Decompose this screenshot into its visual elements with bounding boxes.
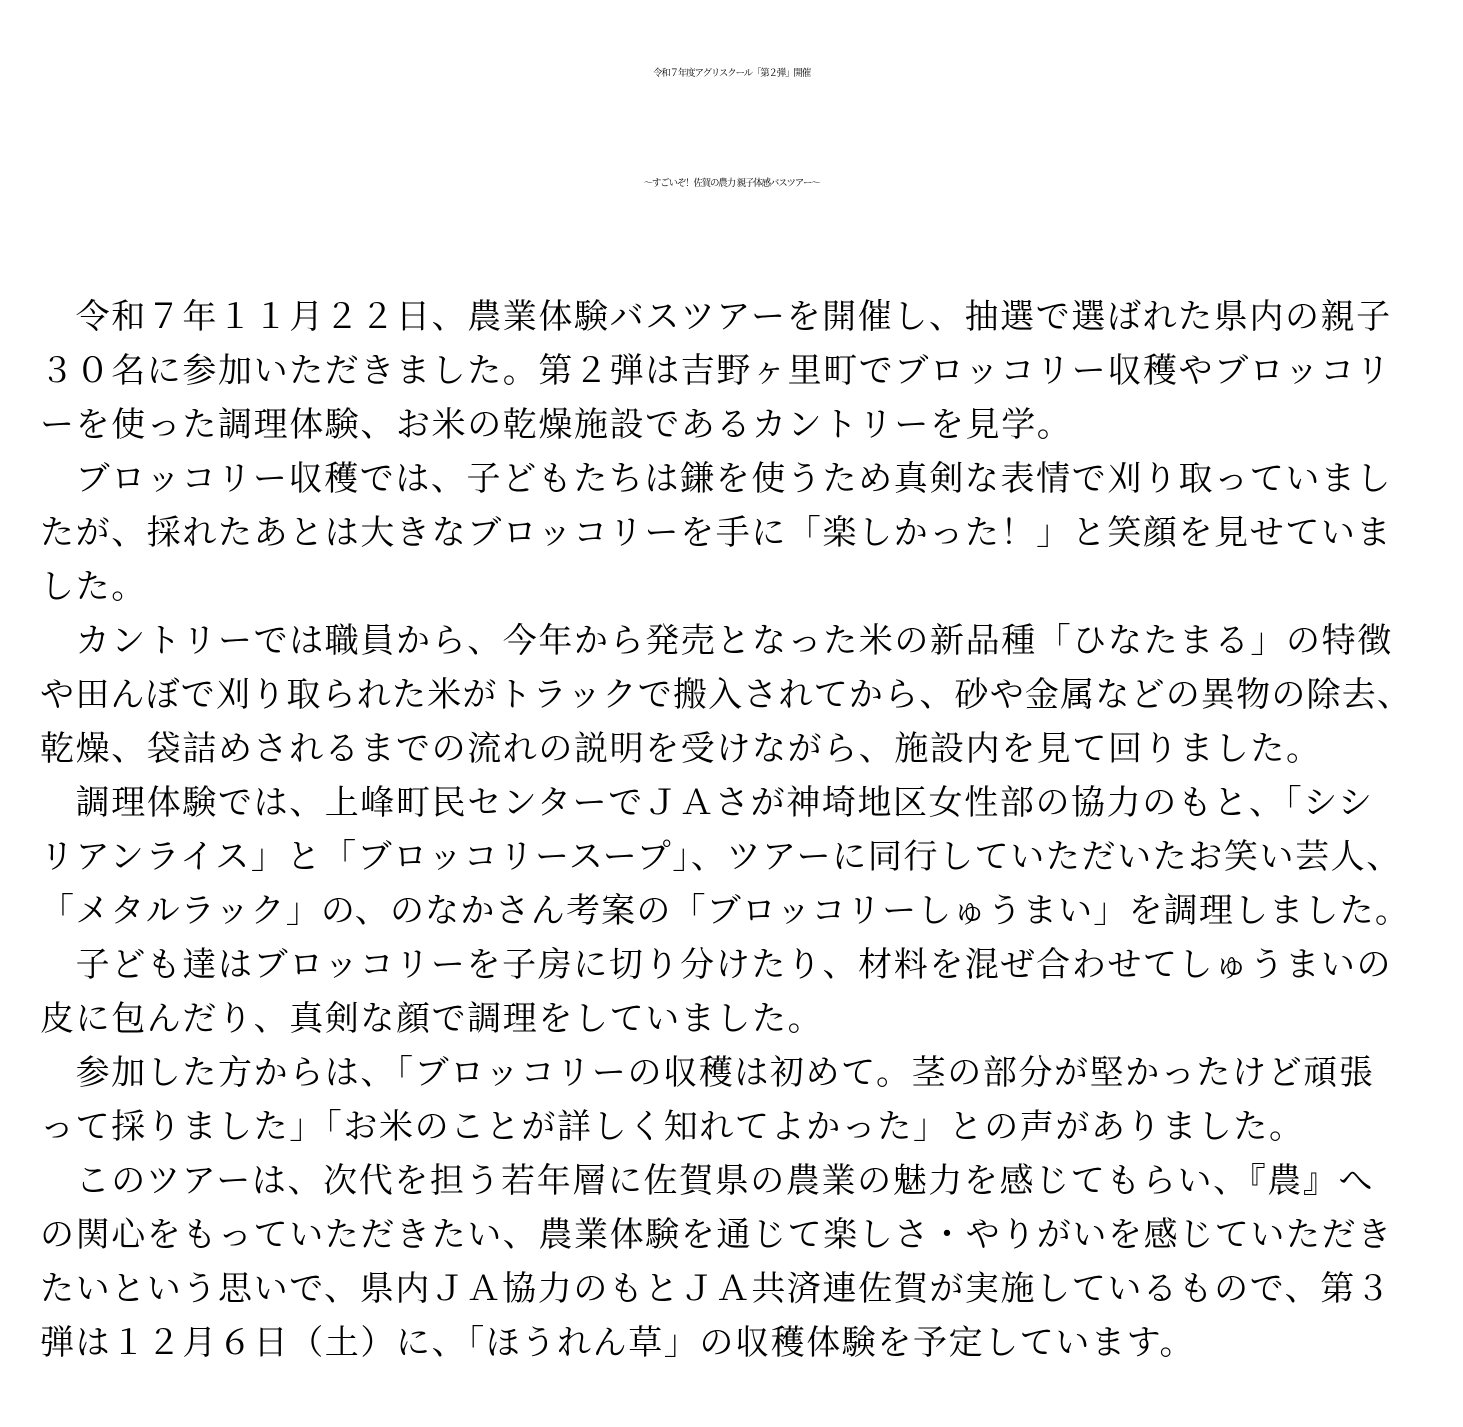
body-line: 子ども達はブロッコリーを子房に切り分けたり、材料を混ぜ合わせてしゅうまいの <box>40 945 1393 985</box>
body-line: や田んぼで刈り取られた米がトラックで搬入されてから、砂や金属などの異物の除去、 <box>40 675 1413 715</box>
body-line: 令和７年１１月２２日、農業体験バスツアーを開催し、抽選で選ばれた県内の親子 <box>40 297 1392 337</box>
article-body <box>40 290 1425 1370</box>
body-line: ーを使った調理体験、お米の乾燥施設であるカントリーを見学。 <box>40 405 1073 445</box>
body-line: たいという思いで、県内ＪＡ協力のもとＪＡ共済連佐賀が実施しているもので、第３ <box>40 1269 1392 1309</box>
body-line: リアンライス」と「ブロッコリースープ」、ツアーに同行していただいたお笑い芸人、 <box>40 837 1402 877</box>
body-line: 「メタルラック」の、のなかさん考案の「ブロッコリーしゅうまい」を調理しました。 <box>40 891 1411 931</box>
body-line: ブロッコリー収穫では、子どもたちは鎌を使うため真剣な表情で刈り取っていまし <box>40 459 1393 499</box>
page-subtitle: ～すごいぞ！佐賀の農力 親子体感バスツアー～ <box>643 178 820 189</box>
body-line: たが、採れたあとは大きなブロッコリーを手に「楽しかった！」と笑顔を見せていま <box>40 513 1393 553</box>
body-line: 調理体験では、上峰町民センターでＪＡさが神埼地区女性部の協力のもと、「シシ <box>40 783 1374 823</box>
body-line: 皮に包んだり、真剣な顔で調理をしていました。 <box>40 999 824 1039</box>
body-line: 参加した方からは、「ブロッコリーの収穫は初めて。茎の部分が堅かったけど頑張 <box>40 1053 1375 1093</box>
body-line: このツアーは、次代を担う若年層に佐賀県の農業の魅力を感じてもらい、『農』へ <box>40 1161 1375 1201</box>
body-line: 弾は１２月６日（土）に、「ほうれん草」の収穫体験を予定しています。 <box>40 1323 1196 1363</box>
body-line: した。 <box>40 567 147 607</box>
body-line: 乾燥、袋詰めされるまでの流れの説明を受けながら、施設内を見て回りました。 <box>40 729 1322 769</box>
body-line: って採りました」「お米のことが詳しく知れてよかった」との声がありました。 <box>40 1107 1305 1147</box>
body-line: の関心をもっていただきたい、農業体験を通じて楽しさ・やりがいを感じていただき <box>40 1215 1393 1255</box>
page-title: 令和７年度アグリスクール「第２弾」開催 <box>652 68 811 79</box>
body-line: ３０名に参加いただきました。第２弾は吉野ヶ里町でブロッコリー収穫やブロッコリ <box>40 351 1392 391</box>
body-line: カントリーでは職員から、今年から発売となった米の新品種「ひなたまる」の特徴 <box>40 621 1393 661</box>
